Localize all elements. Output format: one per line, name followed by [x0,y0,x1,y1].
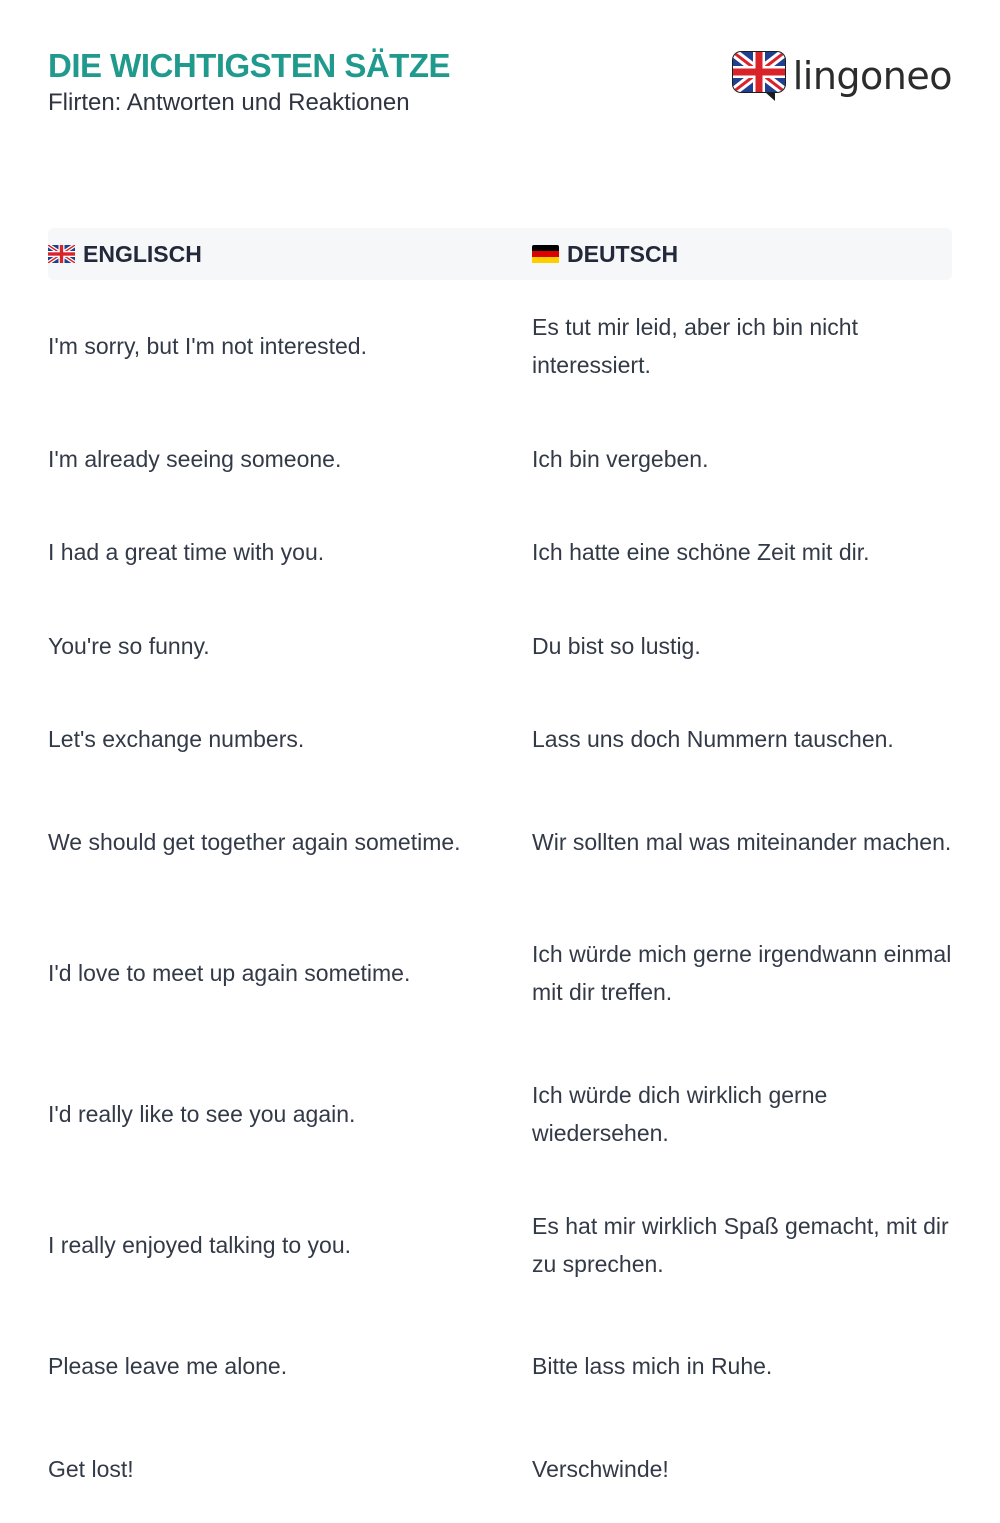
logo-text: lingoneo [792,54,952,98]
german-phrase: Ich würde dich wirklich gerne wiedersehen. [532,1081,828,1146]
german-phrase: Es tut mir leid, aber ich bin nicht interessiert. [532,314,858,378]
table-row [48,1310,952,1422]
german-phrase: Bitte lass mich in Ruhe. [532,1353,773,1379]
english-phrase: You're so funny. [48,632,210,659]
english-phrase: Get lost! [48,1456,134,1482]
germany-flag-icon [532,245,559,263]
german-phrase: Ich bin vergeben. [532,445,709,472]
column-label-german: DEUTSCH [567,240,679,267]
uk-speech-bubble-icon [731,50,787,102]
table-row [48,692,952,786]
page-header [48,46,450,118]
table-body [48,280,952,1516]
english-phrase: I'm sorry, but I'm not interested. [48,333,367,359]
german-phrase: Du bist so lustig. [532,632,701,659]
english-phrase: Let's exchange numbers. [48,726,305,752]
english-phrase: We should get together again sometime. [48,829,461,855]
english-phrase: Please leave me alone. [48,1353,288,1379]
english-phrase: I'm already seeing someone. [48,445,342,472]
page-title: DIE WICHTIGSTEN SÄTZE [48,47,450,84]
english-phrase: I had a great time with you. [48,539,325,565]
german-phrase: Ich hatte eine schöne Zeit mit dir. [532,539,870,565]
page-subtitle: Flirten: Antworten und Reaktionen [48,89,410,116]
column-label-english: ENGLISCH [83,240,202,267]
lingoneo-logo [731,50,952,102]
phrase-table [48,228,952,1516]
table-row [48,1422,952,1516]
german-phrase: Wir sollten mal was miteinander machen. [532,829,952,855]
table-row [48,412,952,505]
column-header-english [48,228,202,280]
german-phrase: Verschwinde! [532,1456,669,1482]
table-row [48,505,952,599]
table-row [48,599,952,692]
table-header [48,228,952,280]
column-header-german [532,228,678,280]
table-row [48,280,952,412]
table-row [48,898,952,1048]
german-phrase: Es hat mir wirklich Spaß gemacht, mit dir zu sprechen. [532,1212,949,1277]
german-phrase: Ich würde mich gerne irgendwann einmal mit dir treffen. [532,941,952,1005]
uk-flag-icon [48,245,75,263]
german-phrase: Lass uns doch Nummern tauschen. [532,726,894,752]
table-row [48,786,952,898]
table-row [48,1048,952,1179]
english-phrase: I'd love to meet up again sometime. [48,960,411,986]
english-phrase: I really enjoyed talking to you. [48,1231,352,1258]
english-phrase: I'd really like to see you again. [48,1100,356,1127]
table-row [48,1179,952,1310]
